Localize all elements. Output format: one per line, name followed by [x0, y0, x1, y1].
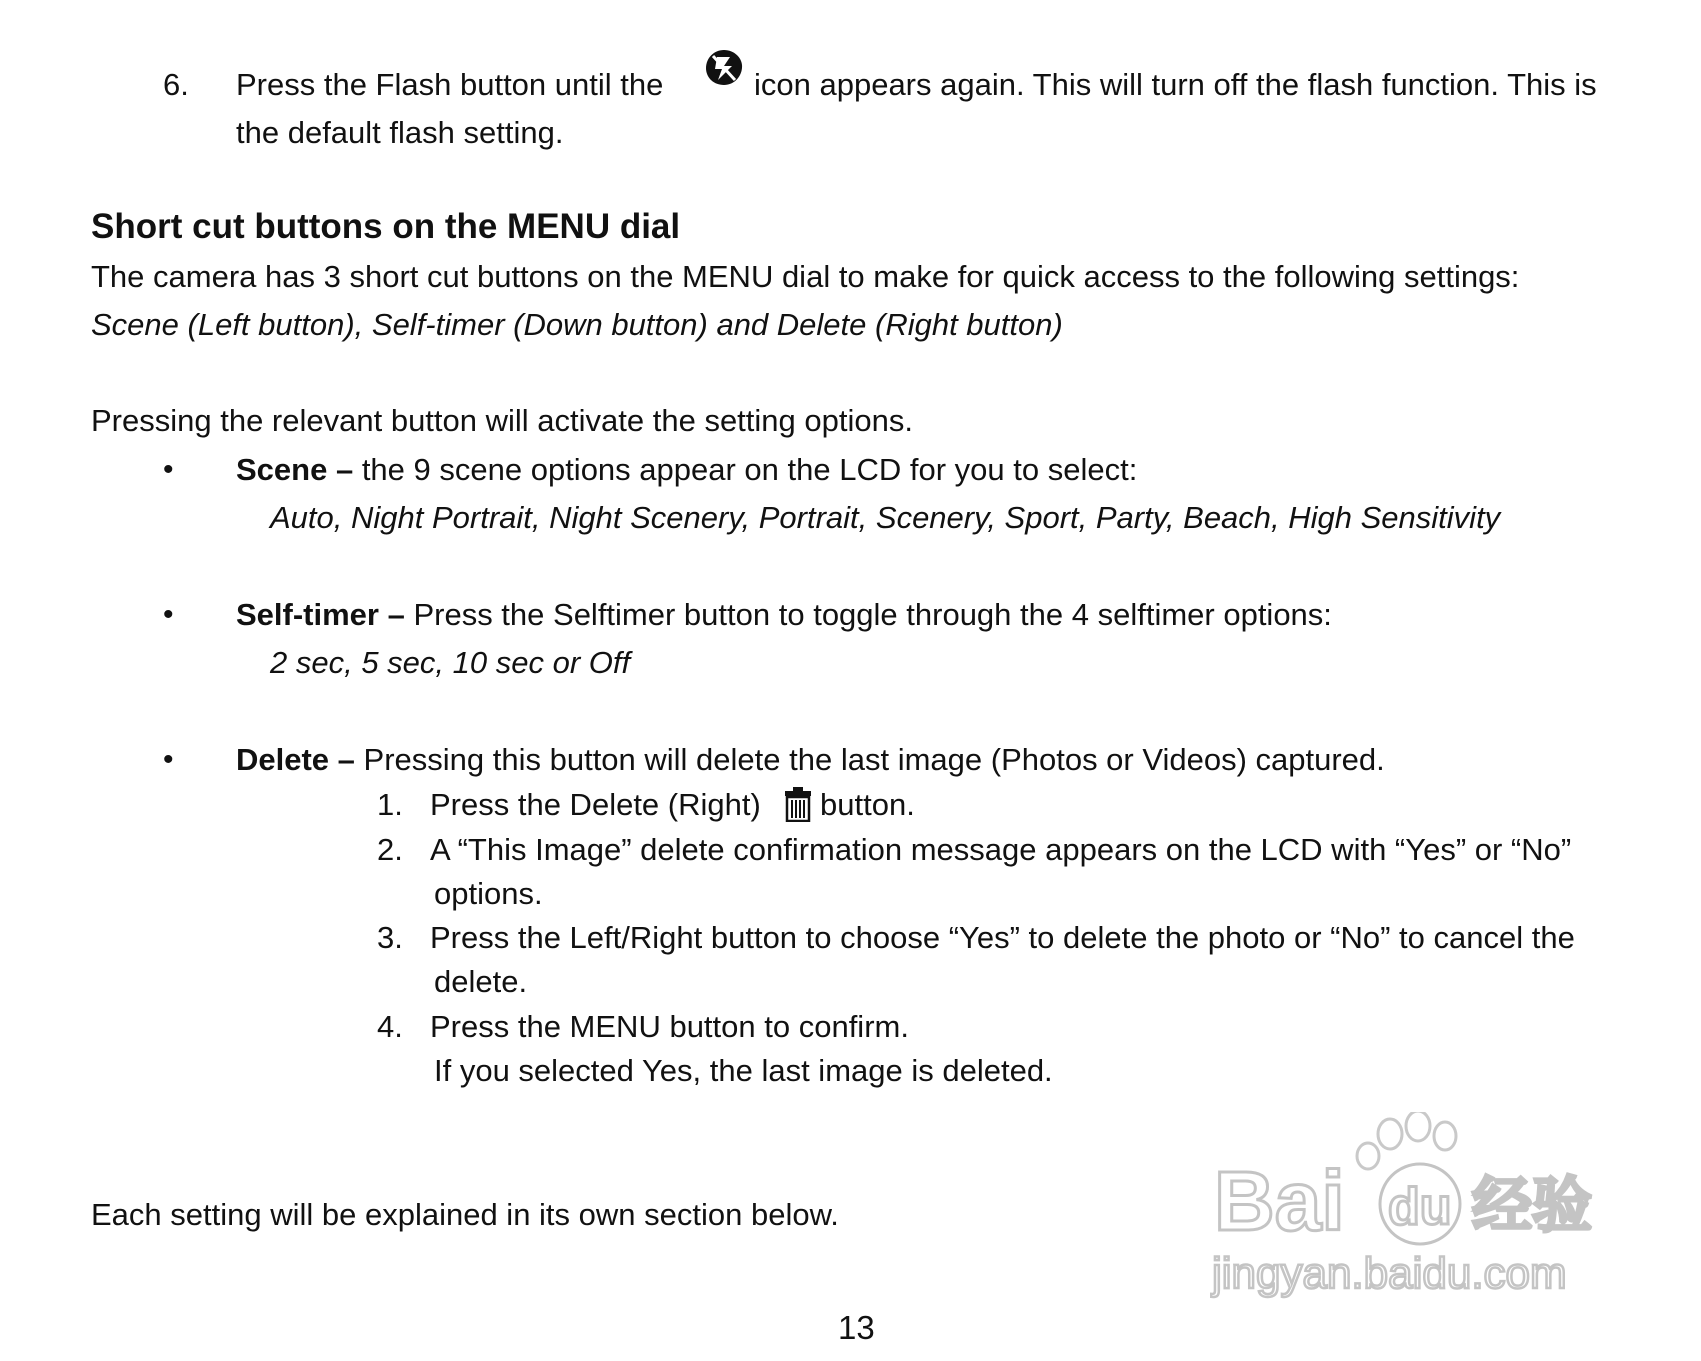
flash-off-icon — [703, 48, 745, 88]
section-intro: The camera has 3 short cut buttons on the MENU dial to make for quick access to the following settings: — [91, 259, 1520, 294]
bullet-marker: • — [163, 743, 174, 776]
delete-step3-line1: Press the Left/Right button to choose “Yes” to delete the photo or “No” to cancel the — [430, 920, 1575, 955]
step6-text-before-icon: Press the Flash button until the — [236, 67, 664, 102]
delete-step4-line1: Press the MENU button to confirm. — [430, 1009, 909, 1044]
delete-step3-line2: delete. — [434, 964, 528, 999]
section-heading: Short cut buttons on the MENU dial — [91, 207, 681, 246]
svg-text:经验: 经验 — [1472, 1171, 1592, 1241]
footer-note: Each setting will be explained in its own section below. — [91, 1197, 839, 1232]
baidu-watermark — [1210, 1112, 1620, 1312]
delete-step-number: 3. — [377, 920, 403, 955]
delete-step2-line1: A “This Image” delete confirmation message appears on the LCD with “Yes” or “No” — [430, 832, 1572, 867]
bullet-delete — [236, 742, 1385, 778]
delete-step-number: 1. — [377, 787, 403, 822]
page-number: 13 — [838, 1309, 875, 1346]
delete-step1-text-after: button. — [820, 787, 915, 822]
bullet-delete-text: Pressing this button will delete the last image (Photos or Videos) captured. — [354, 742, 1385, 777]
svg-text:du: du — [1388, 1178, 1452, 1236]
baidu-paw-icon — [1210, 1112, 1620, 1312]
svg-text:jingyan.baidu.com: jingyan.baidu.com — [1212, 1249, 1567, 1298]
svg-text:Bai: Bai — [1214, 1154, 1345, 1248]
selftimer-options: 2 sec, 5 sec, 10 sec or Off — [270, 645, 631, 680]
scene-options: Auto, Night Portrait, Night Scenery, Portrait, Scenery, Sport, Party, Beach, High Sensitivity — [270, 500, 1501, 535]
delete-step4-line2: If you selected Yes, the last image is deleted. — [434, 1053, 1053, 1088]
bullet-marker: • — [163, 598, 174, 631]
bullet-scene-text: the 9 scene options appear on the LCD for you to select: — [353, 452, 1138, 487]
bullet-marker: • — [163, 453, 174, 486]
step6-text-after-icon: icon appears again. This will turn off the flash function. This is — [754, 67, 1597, 102]
step6-line2: the default flash setting. — [236, 115, 564, 150]
bullet-selftimer — [236, 597, 1332, 633]
bullet-selftimer-term: Self-timer – — [236, 597, 405, 632]
delete-step2-line2: options. — [434, 876, 543, 911]
bullet-scene — [236, 452, 1137, 488]
delete-step1-text: Press the Delete (Right) — [430, 787, 761, 822]
trash-icon — [783, 786, 813, 822]
bullet-scene-term: Scene – — [236, 452, 354, 487]
pressing-text: Pressing the relevant button will activate the setting options. — [91, 403, 913, 438]
step-number: 6. — [163, 67, 189, 102]
section-intro-italic: Scene (Left button), Self-timer (Down button) and Delete (Right button) — [91, 307, 1063, 342]
delete-step-number: 2. — [377, 832, 403, 867]
bullet-selftimer-text: Press the Selftimer button to toggle through the 4 selftimer options: — [404, 597, 1332, 632]
delete-step-number: 4. — [377, 1009, 403, 1044]
bullet-delete-term: Delete – — [236, 742, 355, 777]
